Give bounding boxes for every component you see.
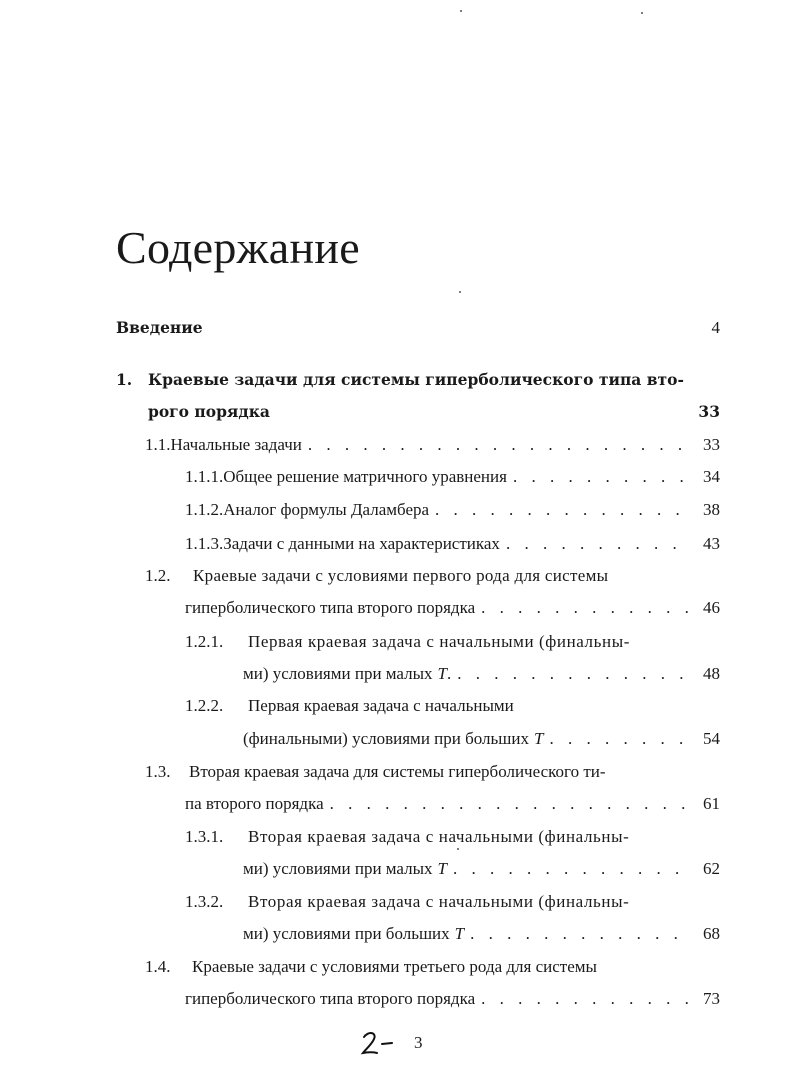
- toc-entry-number: 1.2.2.: [185, 696, 224, 715]
- dot-leader: [453, 858, 690, 880]
- toc-entry-page: 38: [703, 500, 720, 519]
- toc-entry-number: 1.1.1.: [185, 467, 224, 486]
- toc-entry-title: ми) условиями при больших: [243, 924, 450, 943]
- dot-leader: [330, 793, 690, 815]
- toc-entry-1-2[interactable]: [145, 565, 720, 587]
- toc-entry-1-1-2[interactable]: [185, 499, 720, 521]
- toc-entry-title: Вторая краевая задача для системы гиперболического ти-: [189, 762, 606, 781]
- toc-entry-title: Вторая краевая задача с начальными (финальны-: [248, 827, 630, 846]
- toc-entry-number: 1.4.: [145, 957, 171, 976]
- toc-entry-title: ми) условиями при малых: [243, 664, 433, 683]
- toc-entry-page: 62: [703, 859, 720, 878]
- toc-entry-title: Аналог формулы Даламбера: [223, 500, 430, 519]
- dot-leader: [457, 663, 690, 685]
- toc-entry-page: 48: [703, 664, 720, 683]
- toc-entry-title: Начальные задачи: [170, 435, 302, 454]
- toc-entry-1-3-2-cont[interactable]: [243, 923, 720, 945]
- toc-entry-page: 4: [711, 318, 720, 337]
- dot-leader: [470, 923, 690, 945]
- toc-entry-number: 1.2.: [145, 566, 171, 585]
- dot-leader: [481, 988, 690, 1010]
- toc-entry-1-2-1-cont[interactable]: [243, 663, 720, 685]
- dot-leader: [435, 499, 690, 521]
- dot-leader: [506, 533, 690, 555]
- toc-entry-title: Введение: [116, 318, 203, 337]
- scan-speck: [460, 10, 462, 12]
- toc-entry-number: 1.3.: [145, 762, 171, 781]
- toc-entry-number: 1.: [116, 370, 133, 389]
- toc-entry-1-4[interactable]: [145, 956, 720, 978]
- toc-entry-variable: T: [437, 859, 448, 878]
- scan-speck: [459, 291, 461, 293]
- toc-entry-variable: T: [454, 924, 465, 943]
- toc-entry-number: 1.1.: [145, 435, 171, 454]
- toc-entry-page: 68: [703, 924, 720, 943]
- toc-entry-title: Первая краевая задача с начальными: [248, 696, 514, 715]
- handwritten-annotation: [360, 1030, 396, 1056]
- toc-entry-intro[interactable]: [116, 317, 720, 339]
- toc-entry-title: па второго порядка: [185, 794, 324, 813]
- toc-entry-title: Краевые задачи с условиями третьего рода для системы: [192, 957, 597, 976]
- toc-entry-1-1-3[interactable]: [185, 533, 720, 555]
- toc-entry-ch1[interactable]: [116, 369, 720, 391]
- toc-entry-number: 1.3.1.: [185, 827, 224, 846]
- page-title: Содержание: [116, 221, 361, 273]
- toc-entry-1-4-cont[interactable]: [185, 988, 720, 1010]
- page-number: 3: [414, 1033, 423, 1052]
- toc-entry-ch1-cont[interactable]: [148, 401, 720, 423]
- toc-entry-title: ми) условиями при малых: [243, 859, 433, 878]
- toc-entry-title: Задачи с данными на характеристиках: [223, 534, 500, 553]
- toc-entry-1-2-cont[interactable]: [185, 597, 720, 619]
- scan-speck: [457, 848, 459, 850]
- toc-entry-1-3-2[interactable]: [185, 891, 720, 913]
- toc-entry-1-2-2[interactable]: [185, 695, 720, 717]
- toc-entry-variable: T: [437, 664, 448, 683]
- toc-entry-page: 43: [703, 534, 720, 553]
- toc-entry-page: 33: [703, 435, 720, 454]
- toc-entry-variable: T: [533, 729, 544, 748]
- toc-entry-title: Вторая краевая задача с начальными (финальны-: [248, 892, 630, 911]
- dot-leader: [513, 466, 690, 488]
- toc-entry-title: Первая краевая задача с начальными (финальны-: [248, 632, 630, 651]
- toc-entry-number: 1.3.2.: [185, 892, 224, 911]
- toc-entry-1-1[interactable]: [145, 434, 720, 456]
- toc-entry-title: Общее решение матричного уравнения: [223, 467, 507, 486]
- toc-entry-1-2-1[interactable]: [185, 631, 720, 653]
- dot-leader: [481, 597, 690, 619]
- toc-entry-number: 1.1.3.: [185, 534, 224, 553]
- toc-entry-title: гиперболического типа второго порядка: [185, 598, 476, 617]
- toc-entry-page: 61: [703, 794, 720, 813]
- handwritten-mark-icon: [360, 1030, 396, 1056]
- toc-entry-page: 73: [703, 989, 720, 1008]
- toc-entry-1-3[interactable]: [145, 761, 720, 783]
- toc-entry-title: Краевые задачи для системы гиперболического типа вто-: [148, 370, 684, 389]
- toc-entry-1-3-1[interactable]: [185, 826, 720, 848]
- toc-entry-1-1-1[interactable]: [185, 466, 720, 488]
- dot-leader: [549, 728, 690, 750]
- toc-entry-1-3-1-cont[interactable]: [243, 858, 720, 880]
- toc-entry-title: .: [447, 664, 452, 683]
- toc-entry-title: (финальными) условиями при больших: [243, 729, 529, 748]
- page-footer: [360, 1030, 423, 1056]
- toc-entry-1-2-2-cont[interactable]: [243, 728, 720, 750]
- toc-entry-title: рого порядка: [148, 402, 270, 421]
- toc-entry-page: 34: [703, 467, 720, 486]
- toc-entry-page: 46: [703, 598, 720, 617]
- toc-entry-title: Краевые задачи с условиями первого рода для системы: [193, 566, 609, 585]
- toc-entry-number: 1.2.1.: [185, 632, 224, 651]
- toc-entry-title: гиперболического типа второго порядка: [185, 989, 476, 1008]
- dot-leader: [308, 434, 690, 456]
- toc-entry-page: 33: [698, 402, 720, 421]
- toc-entry-number: 1.1.2.: [185, 500, 224, 519]
- scan-speck: [641, 12, 643, 14]
- toc-entry-page: 54: [703, 729, 720, 748]
- toc-entry-1-3-cont[interactable]: [185, 793, 720, 815]
